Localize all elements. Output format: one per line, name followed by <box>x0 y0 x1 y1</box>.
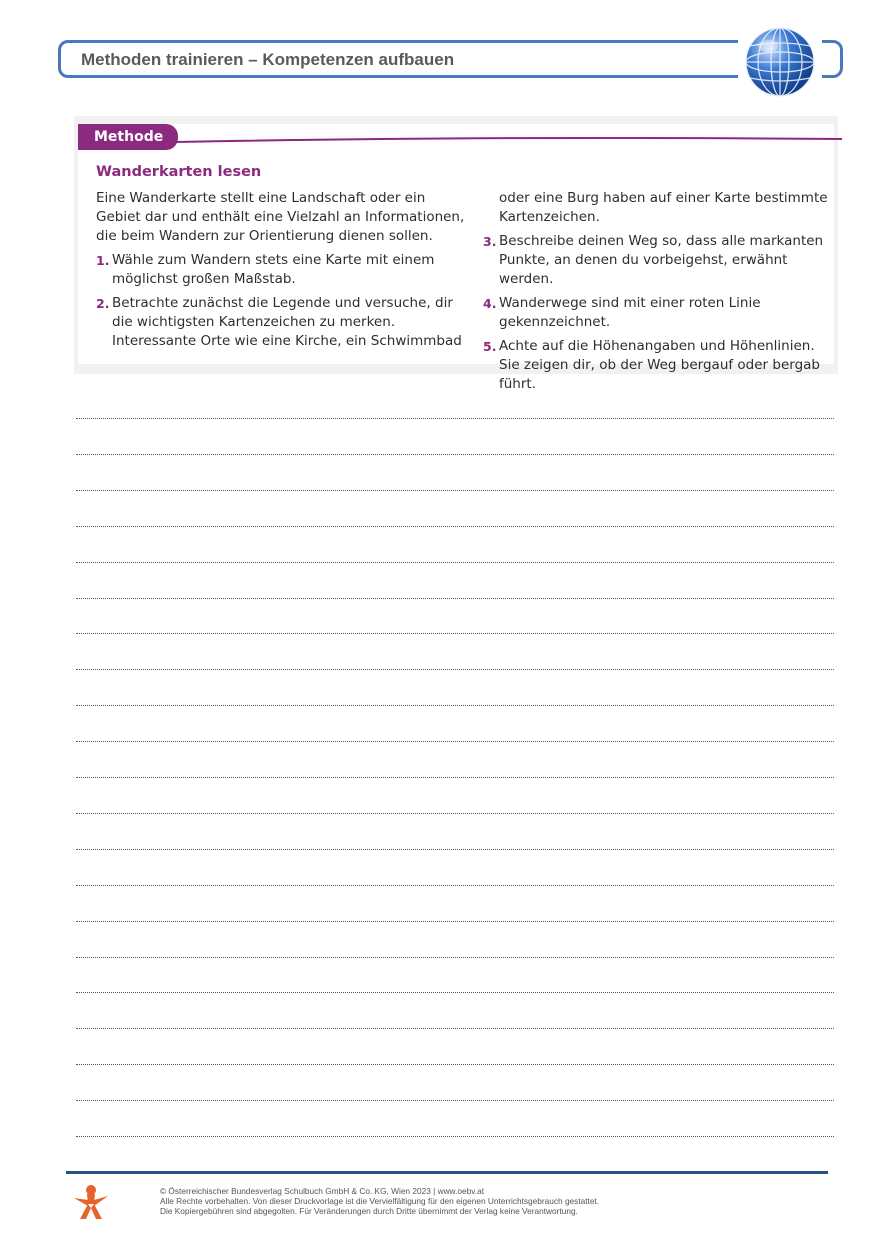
step-text: Beschreibe deinen Weg so, dass alle markanten Punkte, an denen du vorbeigehst, erwähnt werden. <box>499 233 824 287</box>
method-box <box>74 116 838 392</box>
step-number: 2. <box>96 296 110 311</box>
method-step <box>483 294 833 332</box>
footer-divider <box>66 1171 828 1174</box>
step-text: Wanderwege sind mit einer roten Linie gekennzeichnet. <box>499 295 761 330</box>
step-text: oder eine Burg haben auf einer Karte bestimmte Kartenzeichen. <box>499 190 828 225</box>
method-column-left <box>96 189 466 351</box>
method-heading: Wanderkarten lesen <box>96 164 262 180</box>
writing-line <box>76 885 834 886</box>
writing-line <box>76 562 834 563</box>
method-step <box>483 232 833 289</box>
header-bar <box>58 40 843 78</box>
footer-line: Alle Rechte vorbehalten. Von dieser Druckvorlage ist die Vervielfältigung für den eigenen Unterrichtsgebrauch gestattet. <box>160 1196 600 1207</box>
method-step <box>96 251 466 289</box>
step-text: Betrachte zunächst die Legende und versuche, dir die wichtigsten Kartenzeichen zu merken. Interessante Orte wie eine Kirche, ein Schwimmbad <box>112 295 462 349</box>
writing-line <box>76 813 834 814</box>
writing-line <box>76 526 834 527</box>
step-number: 4. <box>483 296 497 311</box>
footer-line: © Österreichischer Bundesverlag Schulbuch GmbH & Co. KG, Wien 2023 | www.oebv.at <box>160 1186 484 1196</box>
step-number: 5. <box>483 339 497 354</box>
method-divider <box>176 124 842 148</box>
writing-line <box>76 1100 834 1101</box>
writing-line <box>76 598 834 599</box>
method-step <box>96 294 466 351</box>
writing-line <box>76 1028 834 1029</box>
method-step <box>483 337 833 394</box>
writing-line <box>76 669 834 670</box>
step-text: Achte auf die Höhenangaben und Höhenlinien. Sie zeigen dir, ob der Weg bergauf oder bergab führt. <box>499 338 821 392</box>
method-tag: Methode <box>78 124 178 150</box>
writing-line <box>76 705 834 706</box>
writing-line <box>76 1064 834 1065</box>
writing-line <box>76 633 834 634</box>
globe-icon <box>742 26 818 98</box>
writing-line <box>76 777 834 778</box>
step-number: 3. <box>483 234 497 249</box>
step-text: Wähle zum Wandern stets eine Karte mit einem möglichst großen Maßstab. <box>112 252 435 287</box>
footer-line: Die Kopiergebühren sind abgegolten. Für Veränderungen durch Dritte übernimmt der Verlag keine Verantwortung. <box>160 1206 578 1217</box>
step-number: 1. <box>96 253 110 268</box>
writing-line <box>76 454 834 455</box>
method-step-continued <box>483 189 833 227</box>
writing-line <box>76 490 834 491</box>
footer-copyright <box>160 1186 780 1217</box>
writing-line <box>76 741 834 742</box>
method-column-right <box>483 189 833 394</box>
writing-line <box>76 849 834 850</box>
writing-line <box>76 957 834 958</box>
method-content <box>78 124 834 392</box>
method-intro: Eine Wanderkarte stellt eine Landschaft oder ein Gebiet dar und enthält eine Vielzahl an Informationen, die beim Wandern zur Orientierung dienen sollen. <box>96 190 465 244</box>
writing-line <box>76 1136 834 1137</box>
oebv-star-icon <box>72 1184 110 1222</box>
writing-line <box>76 921 834 922</box>
writing-line <box>76 418 834 419</box>
writing-line <box>76 992 834 993</box>
page-title: Methoden trainieren – Kompetenzen aufbauen <box>81 50 455 69</box>
